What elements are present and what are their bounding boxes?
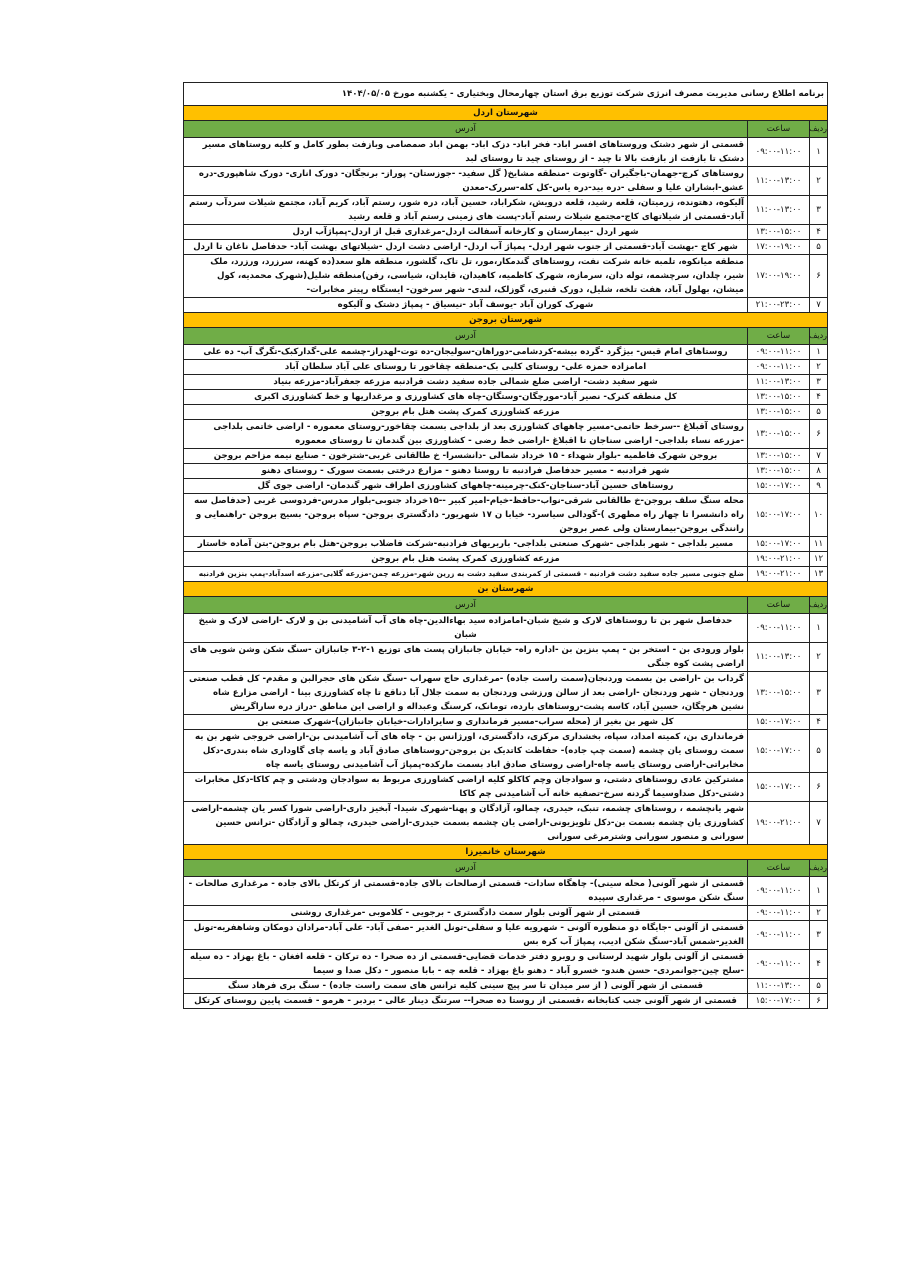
time-range: ۱۱:۰۰-۱۳:۰۰: [748, 196, 810, 225]
address-cell: شهر اردل -بیمارستان و کارخانه آسفالت اردل-مرغداری قبل از اردل-پمپاژآب اردل: [184, 225, 748, 240]
time-range: ۱۳:۰۰-۱۵:۰۰: [748, 464, 810, 479]
table-row: [184, 730, 828, 773]
row-number: ۱۱: [810, 537, 828, 552]
address-cell: بلوار ورودی بن - استخر بن - پمپ بنزین بن -اداره راه- خیابان جانبازان پست های توزیع ۱-۲-۳ جانبازان -سنگ شکن وشن شویی های اراضی پشت کوه جنگی: [184, 643, 748, 672]
table-row: [184, 360, 828, 375]
address-cell: گرداب بن -اراضی بن بسمت وردنجان(سمت راست جاده) -مرغداری حاج سهراب -سنگ شکن های حجرالبن و مقدم- کل قطب صنعتی وردنجان - شهر وردنجان -اراضی بعد از سالن ورزشی وردنجان به سمت جلال آبا دناقع تا چاه کشاورزی بینا - اراضی مزارع شاه نشین هرچگان، حسین آباد، کاسه پشت-روستاهای بارده، تومانک، کرسنگ وعبداله و اراضی این مناطق -دراز دره ساراگریش: [184, 672, 748, 715]
address-cell: مشترکین عادی روستاهای دشتی، و سوادجان وچم کاکلو کلیه اراضی کشاورزی مربوط به سوادجان ودشتی و چم کاکا-دکل مخابرات دشتی-دکل صداوسیما گردنه سرخ-تصفیه خانه آب آشامیدنی چم کاکا: [184, 773, 748, 802]
time-range: ۰۹:۰۰-۱۱:۰۰: [748, 906, 810, 921]
time-range: ۱۳:۰۰-۱۵:۰۰: [748, 420, 810, 449]
address-cell: آلیکوه، دهتونده، زرمیتان، قلعه رشید، قلعه درویش، شکراباد، حسین آباد، دره شور، رستم آباد، کریم آباد، مجتمع شیلات سردآب رستم آباد-قسمتی از شیلاتهای کاج-مجتمع شیلات رستم آباد-پست های زمینی رستم آباد و قلعه رشید: [184, 196, 748, 225]
table-row: [184, 375, 828, 390]
table-row: [184, 255, 828, 298]
row-number: ۵: [810, 405, 828, 420]
row-number: ۵: [810, 979, 828, 994]
address-cell: شهر سفید دشت- اراضی ضلع شمالی جاده سفید دشت فرادنبه مزرعه جعفرآباد-مزرعه بنیاد: [184, 375, 748, 390]
row-number: ۷: [810, 449, 828, 464]
table-row: [184, 479, 828, 494]
table-row: [184, 552, 828, 567]
row-number: ۴: [810, 950, 828, 979]
table-row: [184, 614, 828, 643]
address-cell: قسمتی از شهر آلونی جنب کتابخانه ،قسمتی از روستا ده صحرا-- سرتنگ دینار عالی - بردبر - هرمو - قسمت پایین روستای کرتکل: [184, 994, 748, 1009]
row-number: ۲: [810, 643, 828, 672]
row-number: ۶: [810, 994, 828, 1009]
column-header-address: آدرس: [184, 597, 748, 614]
row-number: ۴: [810, 390, 828, 405]
row-number: ۷: [810, 802, 828, 845]
address-cell: فرمانداری بن، کمیته امداد، سپاه، بخشداری مرکزی، دادگستری، اورژانس بن - چاه های آب آشامیدنی بن-اراضی خروجی شهر بن به سمت روستای یان چشمه (سمت چپ جاده)- حفاظت کاتدیک بن بروجن-روستاهای صادق آباد و یاسه چای گاوداری شاه بندری-دکل مخابراتی-اراضی روستای یاسه چاه-اراضی روستای صادق اباد بسمت مارکده-پمپاژ آب آشامیدنی روستای یاسه چاه: [184, 730, 748, 773]
address-cell: حدفاصل شهر بن تا روستاهای لارک و شیخ شبان-امامزاده سید بهاءالدین-چاه های آب آشامیدنی بن و لارک -اراضی لارک و شیخ شبان: [184, 614, 748, 643]
table-row: [184, 994, 828, 1009]
county-header-row: [184, 582, 828, 597]
table-row: [184, 921, 828, 950]
column-header-row: [184, 860, 828, 877]
table-row: [184, 773, 828, 802]
time-range: ۱۵:۰۰-۱۷:۰۰: [748, 479, 810, 494]
table-row: [184, 390, 828, 405]
address-cell: قسمتی از آلونی بلوار شهید لرستانی و روبرو دفتر خدمات قضایی-قسمتی از ده صحرا - ده ترکان - قلعه افغان - باغ بهزاد - ده سیله -سلح چین-جوانمردی- حسن هندو- خسرو آباد - دهنو باغ بهزاد - قلعه چه - بابا منصور - دکل صدا و سیما: [184, 950, 748, 979]
address-cell: مزرعه کشاورزی کمرک پشت هتل بام بروجن: [184, 405, 748, 420]
address-cell: شهر کاج -بهشت آباد-قسمتی از جنوب شهر اردل- پمپاژ آب اردل- اراضی دشت اردل -شیلاتهای بهشت آباد- حدفاصل ناغان تا اردل: [184, 240, 748, 255]
column-header-address: آدرس: [184, 328, 748, 345]
row-number: ۳: [810, 921, 828, 950]
time-range: ۱۳:۰۰-۱۵:۰۰: [748, 390, 810, 405]
row-number: ۱۰: [810, 494, 828, 537]
row-number: ۱: [810, 345, 828, 360]
table-row: [184, 494, 828, 537]
time-range: ۱۳:۰۰-۱۵:۰۰: [748, 225, 810, 240]
table-row: [184, 672, 828, 715]
time-range: ۰۹:۰۰-۱۱:۰۰: [748, 950, 810, 979]
time-range: ۱۵:۰۰-۱۷:۰۰: [748, 715, 810, 730]
table-row: [184, 979, 828, 994]
address-cell: قسمتی از شهر آلونی ( از سر میدان تا سر پیچ سینی کلیه ترانس های سمت راست جاده) - سنگ بری فرهاد سنگ: [184, 979, 748, 994]
address-cell: قسمتی از شهر آلونی( محله سینی)- چاهگاه سادات- قسمتی ازصالحات بالای جاده-قسمتی از کرتکل بالای جاده - مرغداری صالحات - سنگ شکن موسوی - مرغداری سپیده: [184, 877, 748, 906]
row-number: ۱: [810, 138, 828, 167]
column-header-radif: ردیف: [810, 860, 828, 877]
table-row: [184, 138, 828, 167]
table-row: [184, 877, 828, 906]
time-range: ۱۹:۰۰-۲۱:۰۰: [748, 802, 810, 845]
column-header-radif: ردیف: [810, 121, 828, 138]
column-header-address: آدرس: [184, 860, 748, 877]
table-row: [184, 950, 828, 979]
time-range: ۰۹:۰۰-۱۱:۰۰: [748, 614, 810, 643]
row-number: ۲: [810, 360, 828, 375]
time-range: ۱۵:۰۰-۱۷:۰۰: [748, 773, 810, 802]
table-row: [184, 449, 828, 464]
county-name: شهرستان بروجن: [184, 313, 828, 328]
county-header-row: [184, 106, 828, 121]
table-row: [184, 643, 828, 672]
address-cell: شهرک کوران آباد -یوسف آباد -نیسیاق - پمپاژ دشتک و آلیکوه: [184, 298, 748, 313]
time-range: ۱۵:۰۰-۱۷:۰۰: [748, 494, 810, 537]
table-row: [184, 225, 828, 240]
row-number: ۳: [810, 196, 828, 225]
column-header-address: آدرس: [184, 121, 748, 138]
address-cell: قسمتی از شهر آلونی بلوار سمت دادگستری - برجویی - کلاموبی -مرغداری روشنی: [184, 906, 748, 921]
table-row: [184, 906, 828, 921]
column-header-time: ساعت: [748, 860, 810, 877]
schedule-sheet: [183, 82, 828, 1009]
time-range: ۱۵:۰۰-۱۷:۰۰: [748, 730, 810, 773]
row-number: ۲: [810, 906, 828, 921]
row-number: ۱۲: [810, 552, 828, 567]
address-cell: شهر یانچشمه ، روستاهای چشمه، تنبک، حیدری، چمالو، آزادگان و پهنا-شهرک شیدا- آبخیز داری-اراضی شورا کسر یان چشمه-اراضی کشاورزی یان چشمه بسمت بن-دکل تلویزیونی-اراضی یان چشمه بسمت حیدری-اراضی حیدری، چمالو و آزادگان -ترانس حسین سورانی و منصور سورانی وشترمرغی سورانی: [184, 802, 748, 845]
document-title: برنامه اطلاع رسانی مدیریت مصرف انرژی شرکت توزیع برق استان چهارمحال وبختیاری - یکشنبه مورخ ۱۴۰۴/۰۵/۰۵: [184, 83, 828, 106]
document-title-row: [184, 83, 828, 106]
county-name: شهرستان بن: [184, 582, 828, 597]
address-cell: روستاهای امام قیس- بیژگرد -گرده بیشه-کردشامی-دوراهان-سولیجان-ده توت-لهدراز-چشمه علی-گدارکبک-تگرگ آب- ده علی: [184, 345, 748, 360]
address-cell: بروجن شهرک فاطمیه -بلوار شهداء - ۱۵ خرداد شمالی -دانشسرا- خ طالقانی غربی-شترخون - صنایع نیمه مزاحم بروجن: [184, 449, 748, 464]
column-header-radif: ردیف: [810, 328, 828, 345]
time-range: ۱۷:۰۰-۱۹:۰۰: [748, 255, 810, 298]
time-range: ۰۹:۰۰-۱۱:۰۰: [748, 360, 810, 375]
column-header-radif: ردیف: [810, 597, 828, 614]
county-name: شهرستان خانمیرزا: [184, 845, 828, 860]
address-cell: روستاهای حسین آباد-سناجان-کنک-چرمینه-چاههای کشاورزی اطراف شهر گندمان- اراضی جوی گل: [184, 479, 748, 494]
row-number: ۵: [810, 240, 828, 255]
table-row: [184, 420, 828, 449]
address-cell: روستاهای کرچ-جهمان-باجگیران -گاوتوت -منطقه مشایخ( گل سفید- -جوزستان- پوراز- برنجگان- دورک اناری- دورک شاهپوری-دره عشق-ابشاران علیا و سفلی -دره بید-دره یاس-کل کله-سررک-معدن: [184, 167, 748, 196]
outage-schedule-table: [183, 82, 828, 1009]
address-cell: امامزاده حمزه علی- روستای کلبی بک-منطقه چقاخور تا روستای علی آباد سلطان آباد: [184, 360, 748, 375]
column-header-time: ساعت: [748, 121, 810, 138]
address-cell: مسیر بلداجی - شهر بلداجی -شهرک صنعتی بلداجی- باربریهای فرادنبه-شرکت فاضلاب بروجن-هتل بام بروجن-بتن آماده خاستار: [184, 537, 748, 552]
time-range: ۱۱:۰۰-۱۳:۰۰: [748, 979, 810, 994]
address-cell: کل منطقه کنرک- نصیر آباد-مورچگان-وستگان-چاه های کشاورزی و مرغداریها و خط کشاورزی اکبری: [184, 390, 748, 405]
time-range: ۱۵:۰۰-۱۷:۰۰: [748, 994, 810, 1009]
table-row: [184, 240, 828, 255]
time-range: ۱۵:۰۰-۱۷:۰۰: [748, 537, 810, 552]
row-number: ۵: [810, 730, 828, 773]
table-row: [184, 715, 828, 730]
time-range: ۱۱:۰۰-۱۳:۰۰: [748, 375, 810, 390]
table-row: [184, 405, 828, 420]
row-number: ۶: [810, 420, 828, 449]
county-header-row: [184, 845, 828, 860]
row-number: ۳: [810, 375, 828, 390]
time-range: ۰۹:۰۰-۱۱:۰۰: [748, 345, 810, 360]
row-number: ۱۳: [810, 567, 828, 582]
time-range: ۱۹:۰۰-۲۱:۰۰: [748, 567, 810, 582]
table-row: [184, 567, 828, 582]
table-row: [184, 802, 828, 845]
column-header-row: [184, 121, 828, 138]
time-range: ۱۳:۰۰-۱۵:۰۰: [748, 672, 810, 715]
time-range: ۱۳:۰۰-۱۵:۰۰: [748, 449, 810, 464]
row-number: ۲: [810, 167, 828, 196]
table-row: [184, 196, 828, 225]
time-range: ۲۱:۰۰-۲۳:۰۰: [748, 298, 810, 313]
time-range: ۰۹:۰۰-۱۱:۰۰: [748, 877, 810, 906]
address-cell: قسمتی از آلونی -جایگاه دو منظوره آلونی - شهرویه علیا و سفلی-تونل الغدیر -صفی آباد- علی آباد-مرادان دومکان وشاهفریه-تونل الغدیر-شمس آباد-سنگ شکن ادیب، پمپاژ آب کره بس: [184, 921, 748, 950]
time-range: ۱۱:۰۰-۱۳:۰۰: [748, 167, 810, 196]
row-number: ۶: [810, 255, 828, 298]
address-cell: شهر فرادنبه - مسیر حدفاصل فرادنبه تا روستا دهنو - مزارع درختی بسمت سورک - روستای دهنو: [184, 464, 748, 479]
row-number: ۷: [810, 298, 828, 313]
time-range: ۱۷:۰۰-۱۹:۰۰: [748, 240, 810, 255]
row-number: ۳: [810, 672, 828, 715]
address-cell: مزرعه کشاورزی کمرک پشت هتل بام بروجن: [184, 552, 748, 567]
table-row: [184, 298, 828, 313]
row-number: ۴: [810, 715, 828, 730]
table-row: [184, 167, 828, 196]
row-number: ۸: [810, 464, 828, 479]
column-header-time: ساعت: [748, 597, 810, 614]
row-number: ۴: [810, 225, 828, 240]
row-number: ۱: [810, 877, 828, 906]
row-number: ۶: [810, 773, 828, 802]
time-range: ۰۹:۰۰-۱۱:۰۰: [748, 138, 810, 167]
table-row: [184, 537, 828, 552]
county-name: شهرستان اردل: [184, 106, 828, 121]
address-cell: منطقه میانکوه، تلمبه خانه شرکت نفت، روستاهای گندمکار،مور، تل تاک، گلشور، منطقه هلو سعد(ده کهنه، سرزرد، ورزرد، ملک شیر، چلدان، سرچشمه، توله دان، سرمازه، شهرک کاظمیه، کاهیدان، قایدان، شیاسی، رفن)منطقه شلیل(شهرک محمدیه، کول میشان، بهلول آباد، هفت تلخه، شلیل، دورک قنبری، گوزلک، لندی- شهر سرخون- ایستگاه رپیتر مخابرات-: [184, 255, 748, 298]
time-range: ۱۳:۰۰-۱۵:۰۰: [748, 405, 810, 420]
county-header-row: [184, 313, 828, 328]
column-header-row: [184, 328, 828, 345]
time-range: ۱۱:۰۰-۱۳:۰۰: [748, 643, 810, 672]
row-number: ۱: [810, 614, 828, 643]
table-row: [184, 345, 828, 360]
time-range: ۱۹:۰۰-۲۱:۰۰: [748, 552, 810, 567]
time-range: ۰۹:۰۰-۱۱:۰۰: [748, 921, 810, 950]
column-header-row: [184, 597, 828, 614]
table-row: [184, 464, 828, 479]
address-cell: محله سنگ سلف بروجن-خ طالقانی شرقی-نواب-حافظ-خیام-امیر کبیر --۱۵خرداد جنوبی-بلوار مدرس-فردوسی غربی (حدفاصل سه راه دانشسرا تا چهار راه مطهری )-گودالی سیاسرد- خیابا ن ۱۷ شهریور- دادگستری بروجن- سپاه بروجن- بسیج بروجن -راهنمایی و رانندگی بروجن-بیمارستان ولی عصر بروجن: [184, 494, 748, 537]
address-cell: قسمتی از شهر دشتک وروستاهای افسر اباد- فخر اباد- دزک اباد- بهمن اباد صمصامی وبازفت بطور کامل و کلیه روستاهای مسیر دشتک تا بازفت از بازفت بالا تا چید - از روستای چید تا روستای لبد: [184, 138, 748, 167]
address-cell: کل شهر بن بغیر از (محله سراب-مسیر فرمانداری و سایرادارات-خیابان جانبازان)-شهرک صنعتی بن: [184, 715, 748, 730]
address-cell: ضلع جنوبی مسیر جاده سفید دشت فرادنبه - قسمتی از کمربندی سفید دشت به زرین شهر-مزرعه چمن-مزرعه گلابی-مزرعه اسدآباد-پمپ بنزین فرادنبه: [184, 567, 748, 582]
column-header-time: ساعت: [748, 328, 810, 345]
row-number: ۹: [810, 479, 828, 494]
address-cell: روستای آقبلاغ --سرخط حاتمی-مسیر چاههای کشاورزی بعد از بلداجی بسمت چقاخور-روستای معموره - اراضی خاتمی بلداجی -مزرعه نساء بلداجی- اراضی سناجان تا اقبلاغ -اراضی خط رضی - کشاورزی بین گندمان تا روستای معموره: [184, 420, 748, 449]
